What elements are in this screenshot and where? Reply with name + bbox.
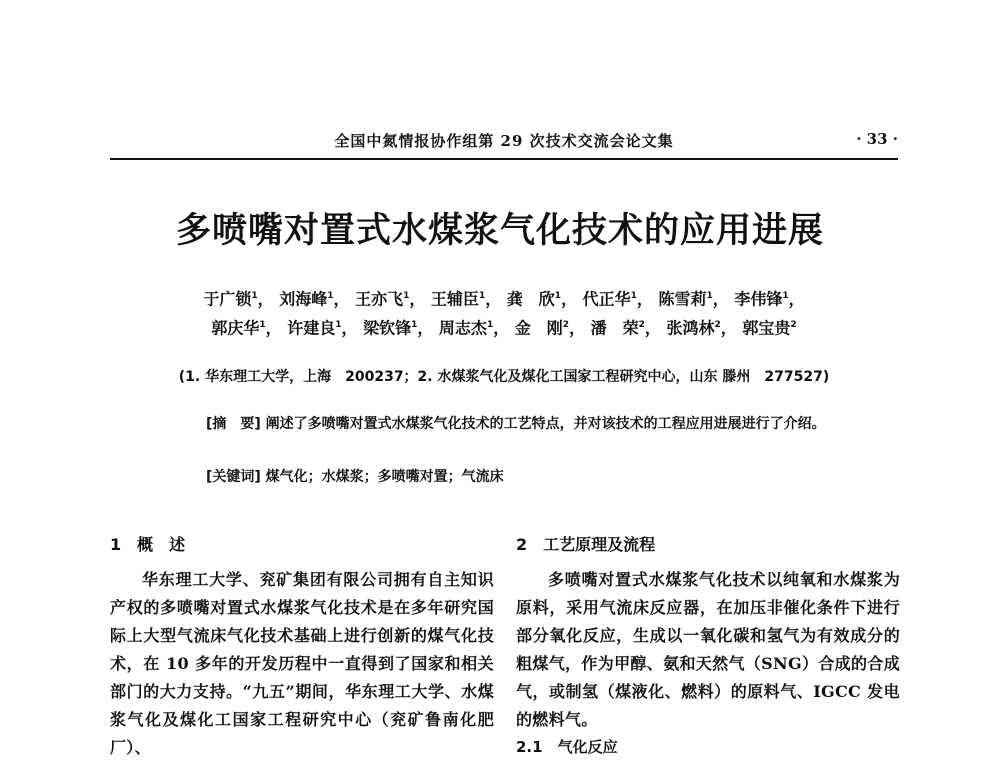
author: 梁钦锋 xyxy=(363,318,412,338)
author-affiliation-mark: 2 xyxy=(790,320,797,331)
author: 陈雪莉 xyxy=(658,289,707,309)
author-affiliation-mark: 1 xyxy=(251,291,258,301)
author-affiliation-mark: 1 xyxy=(486,320,494,331)
affiliations: (1. 华东理工大学，上海 200237；2. 水煤浆气化及煤化工国家工程研究中心，山东 滕州 277527) xyxy=(178,369,830,385)
running-head xyxy=(110,128,898,156)
abstract-text: 阐述了多喷嘴对置式水煤浆气化技术的工艺特点，并对该技术的工程应用进展进行了介绍。 xyxy=(265,416,826,432)
author-line-1: 于广锁$^1$， 刘海峰$^1$， 王亦飞$^1$， 王辅臣$^1$， 龚 欣$^1$， 代正华$^1$， 陈雪莉$^1$， 李伟锋$^1$， xyxy=(203,289,805,309)
author: 张鸿林 xyxy=(666,318,715,338)
subsection-heading-gasification: 2.1 气化反应 xyxy=(516,738,618,756)
keywords xyxy=(206,466,856,488)
author: 金 刚 xyxy=(514,318,563,338)
author-list xyxy=(110,283,898,342)
author-affiliation-mark: 1 xyxy=(630,291,637,301)
author-affiliation-mark: 1 xyxy=(782,291,789,301)
author-affiliation-mark: 1 xyxy=(403,291,410,301)
author-affiliation-mark: 1 xyxy=(554,291,562,301)
author: 潘 荣 xyxy=(590,318,639,338)
overview-paragraph: 华东理工大学、兖矿集团有限公司拥有自主知识产权的多喷嘴对置式水煤浆气化技术是在多年研究国际上大型气流床气化技术基础上进行创新的煤气化技术，在 10 多年的开发历程中一直得到了国家和相关部门的大力支持。“九五”期间，华东理工大学、水煤浆气化及煤化工国家工程研究中心（兖矿鲁南化肥厂）、 xyxy=(110,570,494,757)
journal-name: 全国中氮情报协作组第 29 次技术交流会论文集 xyxy=(334,132,674,150)
author-affiliation-mark: 1 xyxy=(327,291,334,301)
author: 许建良 xyxy=(287,318,336,338)
abstract xyxy=(168,413,854,435)
author: 龚 欣 xyxy=(506,289,555,309)
author: 李伟锋 xyxy=(734,289,783,309)
page-number: · 33 · xyxy=(856,130,898,148)
author: 刘海峰 xyxy=(279,289,328,309)
author-affiliation-mark: 1 xyxy=(478,291,486,301)
right-column xyxy=(516,532,900,757)
abstract-label: [摘 要] xyxy=(206,416,261,432)
header-rule xyxy=(110,158,898,160)
author-line-2: 郭庆华$^1$， 许建良$^1$， 梁钦锋$^1$， 周志杰$^1$， 金 刚$^2$， 潘 荣$^2$， 张鸿林$^2$， 郭宝贵$^2$ xyxy=(211,318,797,338)
author-affiliation-mark: 2 xyxy=(638,320,645,331)
author: 郭宝贵 xyxy=(742,318,791,338)
keywords-label: [关键词] xyxy=(206,469,261,485)
keywords-text: 煤气化；水煤浆；多喷嘴对置；气流床 xyxy=(265,469,504,485)
author-affiliation-mark: 2 xyxy=(562,320,570,331)
process-paragraph: 多喷嘴对置式水煤浆气化技术以纯氧和水煤浆为原料，采用气流床反应器，在加压非催化条件下进行部分氧化反应，生成以一氧化碳和氢气为有效成分的粗煤气，作为甲醇、氨和天然气（SNG）合成的合成气，或制氢（煤液化、燃料）的原料气、IGCC 发电的燃料气。 xyxy=(516,570,900,729)
author: 代正华 xyxy=(582,289,631,309)
author: 王亦飞 xyxy=(355,289,404,309)
paper-title: 多喷嘴对置式水煤浆气化技术的应用进展 xyxy=(175,210,824,251)
author: 周志杰 xyxy=(438,318,487,338)
author-affiliation-mark: 1 xyxy=(335,320,342,331)
author-affiliation-mark: 1 xyxy=(706,291,713,301)
left-column xyxy=(110,532,494,762)
author-affiliation-mark: 2 xyxy=(714,320,721,331)
author: 于广锁 xyxy=(203,289,252,309)
author-affiliation-mark: 1 xyxy=(259,320,266,331)
section-heading-overview: 1 概 述 xyxy=(110,535,186,554)
author: 郭庆华 xyxy=(211,318,260,338)
author-affiliation-mark: 1 xyxy=(411,320,418,331)
section-heading-process: 2 工艺原理及流程 xyxy=(516,535,656,554)
author: 王辅臣 xyxy=(430,289,479,309)
